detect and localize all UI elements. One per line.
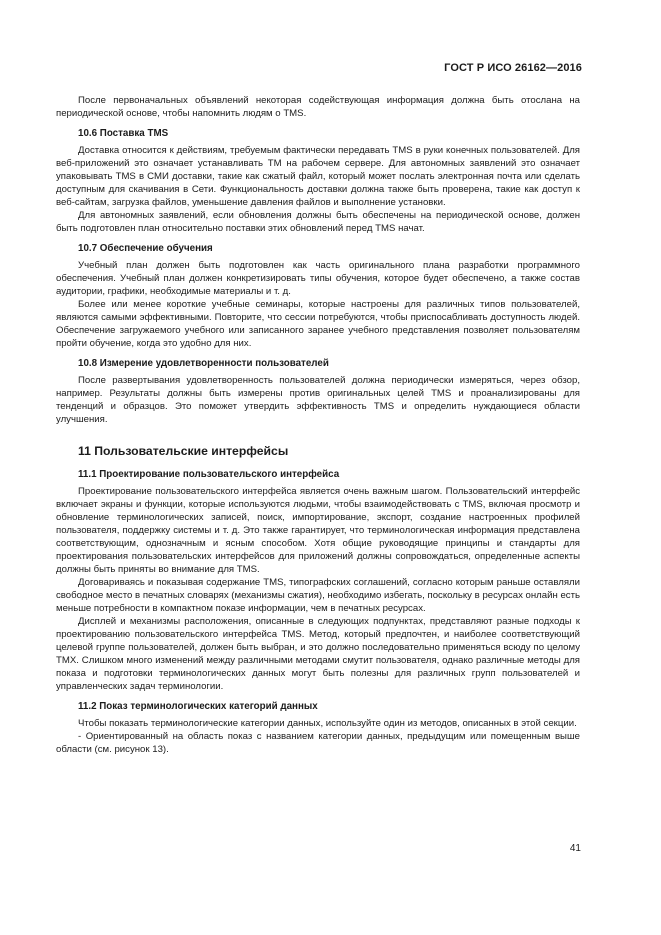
section-10-7-heading: 10.7 Обеспечение обучения [78, 243, 213, 254]
section-10-7-paragraph-1: Учебный план должен быть подготовлен как часть оригинального плана разработки программного обеспечения. Учебный план должен конкретизировать типы обучения, которое будет обеспечено, а также состав аудитории, графики, необходимые материалы и т. д. [56, 260, 580, 297]
section-10-7-paragraph-2: Более или менее короткие учебные семинары, которые настроены для различных типов пользователей, являются самыми эффективными. Повторите, что сессии потребуются, чтобы приспосабливать доступность людей. Обеспечение загружаемого учебного или записанного заранее учебного представления позволяет пользователям пройти обучение, когда это удобно для них. [56, 299, 580, 349]
section-11-heading: 11 Пользовательские интерфейсы [78, 444, 289, 458]
section-10-6-paragraph-1: Доставка относится к действиям, требуемым фактически передавать TMS в руки конечных пользователей. Для веб-приложений это означает устанавливать ТМ на рабочем сервере. Для автономных заявлений это означает упаковывать TMS в СМИ доставки, такие как сжатый файл, который может послать электронная почта или сделать доступным для скачивания в Сети. Функциональность доставки должна также быть проверена, такие как доступ к веб-сайтам, загрузка файлов, уменьшение давления файлов и выполнение установки. [56, 145, 580, 208]
section-11-1-paragraph-1: Проектирование пользовательского интерфейса является очень важным шагом. Пользовательский интерфейс включает экраны и функции, которые используются людьми, чтобы взаимодействовать с TMS, включая просмотр и обновление терминологических записей, поиск, импортирование, экспорт, создание настроенных профилей пользователя, поддержку системы и т. д. Это также гарантирует, что терминологическая информация представлена соответствующим, однозначным и ясным способом. Хотя общие руководящие принципы и стандарты для проектирования пользовательских интерфейсов для приложений должны сопровождаться, определенные аспекты должны быть приняты во внимание для TMS. [56, 486, 580, 575]
page-number: 41 [569, 843, 581, 854]
document-body [56, 94, 580, 756]
section-10-8-heading: 10.8 Измерение удовлетворенности пользователей [78, 358, 329, 369]
section-11-1-paragraph-3: Дисплей и механизмы расположения, описанные в следующих подпунктах, представляют разные подходы к проектированию пользовательского интерфейса TMS. Метод, который предпочтен, и наиболее соответствующий целевой группе пользователей, должен быть выбран, и это должно последовательно применяться всюду по целому ТМХ. Слишком много изменений между различными методами смутит пользователя, однако различные методы для показа и подготовки терминологических данных могут быть полезны для различных групп пользователей и управленческих задач терминологии. [56, 616, 580, 692]
intro-paragraph: После первоначальных объявлений некоторая содействующая информация должна быть отослана на периодической основе, чтобы напомнить людям о TMS. [56, 95, 580, 119]
section-11-2-paragraph-1: Чтобы показать терминологические категории данных, используйте один из методов, описанных в этой секции. [78, 718, 577, 729]
document-code-header: ГОСТ Р ИСО 26162—2016 [444, 62, 582, 74]
section-11-1-paragraph-2: Договариваясь и показывая содержание TMS, типографских соглашений, согласно которым раньше оставляли свободное место в печатных словарях (механизмы сжатия), необходимо избегать, поскольку в ресурсах онлайн есть меньше потребности в компактном показе информации, чем в печатных ресурсах. [56, 577, 580, 614]
section-11-2-list-item: - Ориентированный на область показ с названием категории данных, предыдущим или помещенным выше области (см. рисунок 13). [56, 731, 580, 755]
section-10-8-paragraph-1: После развертывания удовлетворенность пользователей должна периодически измеряться, через обзор, например. Результаты должны быть измерены против оригинальных целей TMS и проанализированы для тенденций и образцов. Это поможет утвердить эффективность TMS и определить нуждающиеся области улучшения. [56, 375, 580, 425]
section-11-2-heading: 11.2 Показ терминологических категорий данных [78, 701, 318, 712]
section-10-6-heading: 10.6 Поставка TMS [78, 128, 169, 139]
section-10-6-paragraph-2: Для автономных заявлений, если обновления должны быть обеспечены на периодической основе, должен быть подготовлен план относительно поставки этих обновлений перед TMS начат. [56, 210, 580, 234]
section-11-1-heading: 11.1 Проектирование пользовательского интерфейса [78, 469, 340, 480]
